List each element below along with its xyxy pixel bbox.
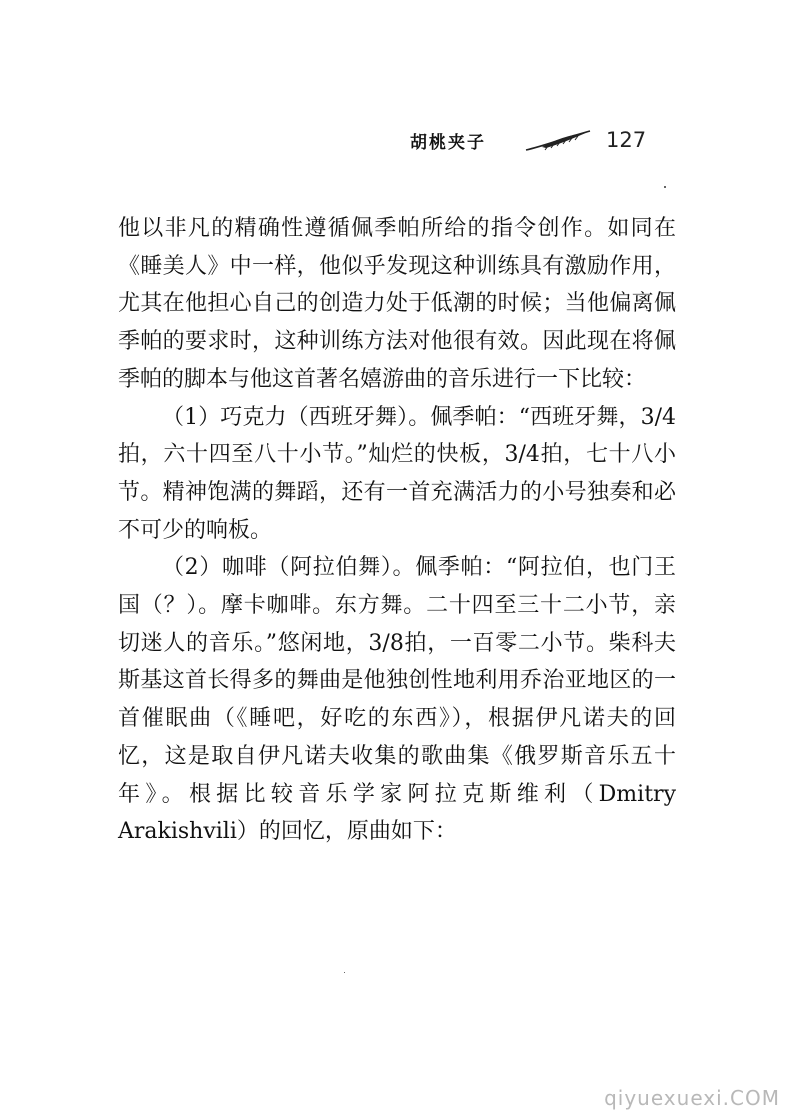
page-number: 127 bbox=[606, 128, 647, 152]
running-header bbox=[410, 126, 670, 158]
paragraph-3: （2）咖啡（阿拉伯舞）。佩季帕：“阿拉伯，也门王国（？）。摩卡咖啡。东方舞。二十四至三十二小节，亲切迷人的音乐。”悠闲地，3/8拍，一百零二小节。柴科夫斯基这首长得多的舞曲是他独创性地利用乔治亚地区的一首催眠曲（《睡吧，好吃的东西》），根据伊凡诺夫的回忆，这是取自伊凡诺夫收集的歌曲集《俄罗斯音乐五十年》。根据比较音乐学家阿拉克斯维利（Dmitry Arakishvili）的回忆，原曲如下： bbox=[118, 555, 676, 845]
speck-mark bbox=[664, 186, 666, 188]
feather-icon bbox=[524, 128, 594, 154]
header-title: 胡桃夹子 bbox=[410, 133, 486, 153]
paragraph-1: 他以非凡的精确性遵循佩季帕所给的指令创作。如同在《睡美人》中一样，他似乎发现这种训练具有激励作用，尤其在他担心自己的创造力处于低潮的时候；当他偏离佩季帕的要求时，这种训练方法对他很有效。因此现在将佩季帕的脚本与他这首著名嬉游曲的音乐进行一下比较： bbox=[118, 216, 676, 392]
paragraph-2: （1）巧克力（西班牙舞）。佩季帕：“西班牙舞，3/4拍，六十四至八十小节。”灿烂的快板，3/4拍，七十八小节。精神饱满的舞蹈，还有一首充满活力的小号独奏和必不可少的响板。 bbox=[118, 404, 676, 543]
speck-mark bbox=[344, 972, 345, 973]
body-text bbox=[118, 210, 676, 851]
watermark: qiyuexuexi.COM bbox=[604, 1086, 780, 1110]
